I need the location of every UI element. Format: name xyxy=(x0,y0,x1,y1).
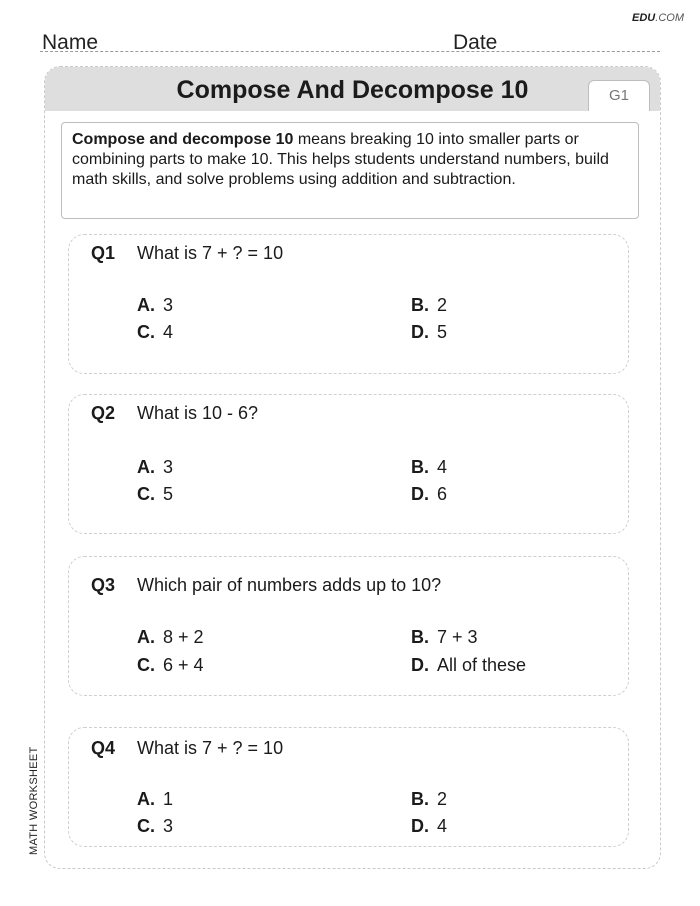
brand-logo-suffix: .COM xyxy=(655,12,684,24)
question-text: What is 7 + ? = 10 xyxy=(137,243,284,263)
option-a[interactable] xyxy=(137,789,173,810)
option-a[interactable] xyxy=(137,457,173,478)
option-d[interactable] xyxy=(411,484,447,505)
option-letter: A. xyxy=(137,295,155,315)
option-letter: B. xyxy=(411,789,429,809)
brand-logo-bold: EDU xyxy=(632,12,656,24)
option-letter: A. xyxy=(137,627,155,647)
question-number: Q3 xyxy=(91,575,116,595)
option-a[interactable] xyxy=(137,295,173,316)
name-date-line xyxy=(40,30,660,52)
option-letter: B. xyxy=(411,295,429,315)
option-b[interactable] xyxy=(411,457,447,478)
option-text: 5 xyxy=(437,322,448,342)
option-c[interactable] xyxy=(137,655,204,676)
question-card-2 xyxy=(68,394,629,534)
side-label: MATH WORKSHEET xyxy=(28,746,40,855)
option-b[interactable] xyxy=(411,295,447,316)
question-card-4 xyxy=(68,727,629,847)
name-label: Name xyxy=(42,31,99,54)
question-text: What is 7 + ? = 10 xyxy=(137,738,284,758)
question-card-1 xyxy=(68,234,629,374)
option-text: 8 + 2 xyxy=(163,627,204,647)
option-text: 4 xyxy=(163,322,174,342)
option-letter: D. xyxy=(411,655,429,675)
option-letter: C. xyxy=(137,816,155,836)
option-text: 6 + 4 xyxy=(163,655,204,675)
option-letter: A. xyxy=(137,789,155,809)
option-d[interactable] xyxy=(411,816,447,837)
option-text: 7 + 3 xyxy=(437,627,478,647)
worksheet-header xyxy=(45,67,660,111)
option-letter: D. xyxy=(411,484,429,504)
option-d[interactable] xyxy=(411,322,447,343)
brand-logo xyxy=(632,12,684,24)
question-number: Q2 xyxy=(91,403,116,423)
option-text: 2 xyxy=(437,295,448,315)
grade-tab: G1 xyxy=(588,80,650,111)
question-number: Q1 xyxy=(91,243,116,263)
option-text: 4 xyxy=(437,816,448,836)
intro-box xyxy=(61,122,639,219)
question-card-3 xyxy=(68,556,629,696)
option-d[interactable] xyxy=(411,655,526,676)
option-letter: D. xyxy=(411,816,429,836)
option-text: 6 xyxy=(437,484,448,504)
option-text: 3 xyxy=(163,457,174,477)
option-text: 2 xyxy=(437,789,448,809)
option-letter: C. xyxy=(137,655,155,675)
option-text: All of these xyxy=(437,655,527,675)
option-c[interactable] xyxy=(137,322,173,343)
option-letter: A. xyxy=(137,457,155,477)
option-letter: C. xyxy=(137,322,155,342)
date-label: Date xyxy=(453,31,498,54)
option-letter: D. xyxy=(411,322,429,342)
option-b[interactable] xyxy=(411,789,447,810)
question-text: What is 10 - 6? xyxy=(137,403,259,423)
question-text: Which pair of numbers adds up to 10? xyxy=(137,575,442,595)
option-letter: B. xyxy=(411,457,429,477)
intro-text: means breaking 10 into smaller parts or combining parts to make 10. This helps students understand numbers, build math skills, and solve problems using addition and subtraction. xyxy=(72,131,609,188)
intro-bold-text: Compose and decompose 10 xyxy=(72,131,294,148)
worksheet-card xyxy=(44,66,661,869)
option-text: 3 xyxy=(163,295,174,315)
option-text: 5 xyxy=(163,484,174,504)
option-letter: B. xyxy=(411,627,429,647)
worksheet-title: Compose And Decompose 10 xyxy=(176,76,529,104)
option-b[interactable] xyxy=(411,627,478,648)
question-number: Q4 xyxy=(91,738,116,758)
option-text: 1 xyxy=(163,789,174,809)
option-a[interactable] xyxy=(137,627,204,648)
option-c[interactable] xyxy=(137,816,173,837)
option-letter: C. xyxy=(137,484,155,504)
option-c[interactable] xyxy=(137,484,173,505)
option-text: 3 xyxy=(163,816,174,836)
option-text: 4 xyxy=(437,457,448,477)
